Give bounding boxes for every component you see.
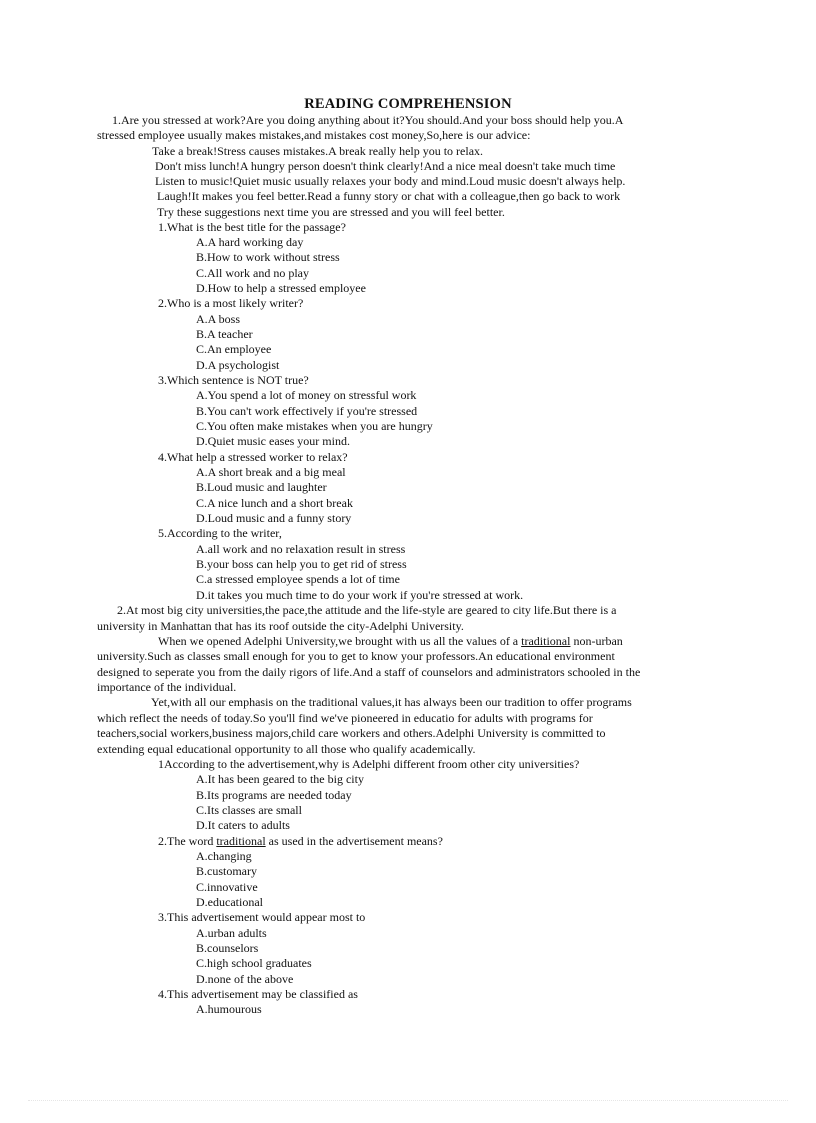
- passage2-para-line: teachers,social workers,business majors,child care workers and others.Adelphi University is committed to: [97, 726, 606, 740]
- passage1-intro-line: 1.Are you stressed at work?Are you doing anything about it?You should.And your boss should help you.A: [112, 113, 624, 127]
- advice-line: Take a break!Stress causes mistakes.A break really help you to relax.: [152, 144, 484, 158]
- passage2-para-line: which reflect the needs of today.So you'll find we've pioneered in educatio for adults with programs for: [97, 711, 593, 725]
- underlined-word: traditional: [521, 634, 571, 648]
- question: 2.Who is a most likely writer?: [158, 296, 304, 310]
- answer-option: A.You spend a lot of money on stressful work: [196, 388, 417, 402]
- underlined-word: traditional: [216, 834, 266, 848]
- passage2-para-line: importance of the individual.: [97, 680, 237, 694]
- answer-option: C.An employee: [196, 342, 272, 356]
- answer-option: B.your boss can help you to get rid of stress: [196, 557, 407, 571]
- passage2-para-line: 2.At most big city universities,the pace,the attitude and the life-style are geared to city life.But there is a: [117, 603, 617, 617]
- answer-option: B.A teacher: [196, 327, 253, 341]
- answer-option: B.Its programs are needed today: [196, 788, 352, 802]
- advice-line: Try these suggestions next time you are stressed and you will feel better.: [157, 205, 505, 219]
- answer-option: C.a stressed employee spends a lot of time: [196, 572, 400, 586]
- answer-option: B.How to work without stress: [196, 250, 340, 264]
- answer-option: D.It caters to adults: [196, 818, 290, 832]
- passage2-para-line: university.Such as classes small enough for you to get to know your professors.An educational environment: [97, 649, 615, 663]
- answer-option: A.A boss: [196, 312, 241, 326]
- text-segment: 2.The word: [158, 834, 217, 848]
- answer-option: D.it takes you much time to do your work if you're stressed at work.: [196, 588, 524, 602]
- question: 1.What is the best title for the passage?: [158, 220, 346, 234]
- answer-option: A.humourous: [196, 1002, 262, 1016]
- question: 3.This advertisement would appear most to: [158, 910, 366, 924]
- question: 1According to the advertisement,why is Adelphi different froom other city universities?: [158, 757, 580, 771]
- answer-option: A.changing: [196, 849, 252, 863]
- question: [158, 834, 443, 849]
- answer-option: C.A nice lunch and a short break: [196, 496, 353, 510]
- answer-option: D.A psychologist: [196, 358, 280, 372]
- advice-line: Listen to music!Quiet music usually relaxes your body and mind.Loud music doesn't always help.: [155, 174, 626, 188]
- passage2-para-line: university in Manhattan that has its roof outside the city-Adelphi University.: [97, 619, 464, 633]
- answer-option: B.You can't work effectively if you're stressed: [196, 404, 418, 418]
- text-segment: When we opened Adelphi University,we brought with us all the values of a: [158, 634, 522, 648]
- advice-line: Don't miss lunch!A hungry person doesn't think clearly!And a nice meal doesn't take much time: [155, 159, 616, 173]
- passage1-intro-line: stressed employee usually makes mistakes,and mistakes cost money,So,here is our advice:: [97, 128, 531, 142]
- answer-option: C.innovative: [196, 880, 258, 894]
- answer-option: C.Its classes are small: [196, 803, 302, 817]
- answer-option: B.Loud music and laughter: [196, 480, 327, 494]
- footer-divider: [28, 1100, 788, 1101]
- passage2-para-line: [158, 634, 623, 649]
- answer-option: A.A short break and a big meal: [196, 465, 346, 479]
- answer-option: D.Quiet music eases your mind.: [196, 434, 350, 448]
- question: 3.Which sentence is NOT true?: [158, 373, 309, 387]
- question: 4.This advertisement may be classified as: [158, 987, 358, 1001]
- answer-option: B.counselors: [196, 941, 259, 955]
- passage2-para-line: designed to seperate you from the daily rigors of life.And a staff of counselors and administrators schooled in the: [97, 665, 641, 679]
- answer-option: D.none of the above: [196, 972, 294, 986]
- answer-option: D.How to help a stressed employee: [196, 281, 366, 295]
- page-title: READING COMPREHENSION: [304, 96, 512, 112]
- answer-option: A.It has been geared to the big city: [196, 772, 364, 786]
- answer-option: A.A hard working day: [196, 235, 304, 249]
- answer-option: C.You often make mistakes when you are hungry: [196, 419, 433, 433]
- question: 5.According to the writer,: [158, 526, 282, 540]
- passage2-para-line: extending equal educational opportunity to all those who qualify academically.: [97, 742, 476, 756]
- advice-line: Laugh!It makes you feel better.Read a funny story or chat with a colleague,then go back to work: [157, 189, 621, 203]
- answer-option: A.urban adults: [196, 926, 267, 940]
- question: 4.What help a stressed worker to relax?: [158, 450, 348, 464]
- answer-option: C.All work and no play: [196, 266, 309, 280]
- answer-option: D.Loud music and a funny story: [196, 511, 352, 525]
- answer-option: B.customary: [196, 864, 257, 878]
- text-segment: non-urban: [570, 634, 623, 648]
- passage2-para-line: Yet,with all our emphasis on the traditional values,it has always been our tradition to offer programs: [151, 695, 632, 709]
- answer-option: C.high school graduates: [196, 956, 312, 970]
- answer-option: D.educational: [196, 895, 263, 909]
- text-segment: as used in the advertisement means?: [265, 834, 443, 848]
- answer-option: A.all work and no relaxation result in stress: [196, 542, 406, 556]
